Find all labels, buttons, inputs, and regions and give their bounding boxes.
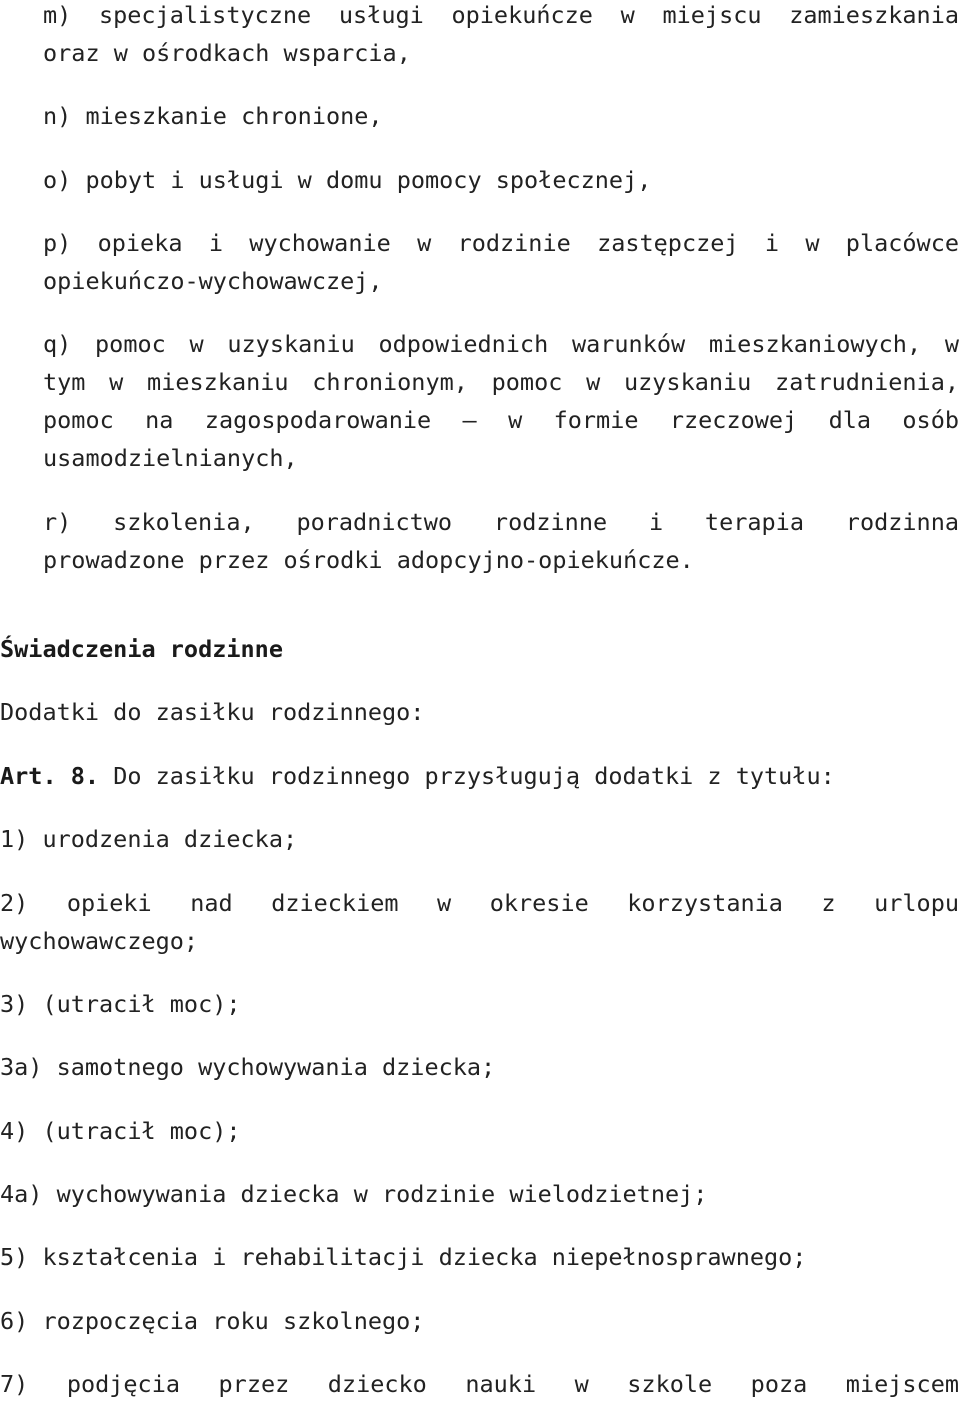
list-item-m-line-2: oraz w ośrodkach wsparcia, <box>43 39 411 67</box>
section-heading: Świadczenia rodzinne <box>0 635 283 663</box>
article-text: Do zasiłku rodzinnego przysługują dodatki z tytułu: <box>99 762 835 790</box>
section-subheading: Dodatki do zasiłku rodzinnego: <box>0 698 425 726</box>
list-item-3: 3) (utracił moc); <box>0 990 241 1018</box>
list-item-r-line-2: prowadzone przez ośrodki adopcyjno-opiekuńcze. <box>43 546 694 574</box>
list-item-q-line-1: q) pomoc w uzyskaniu odpowiednich warunków mieszkaniowych, w <box>43 330 959 358</box>
list-item-6: 6) rozpoczęcia roku szkolnego; <box>0 1307 425 1335</box>
list-item-o: o) pobyt i usługi w domu pomocy społecznej, <box>43 166 652 194</box>
article-8-intro <box>0 757 959 795</box>
list-item-n: n) mieszkanie chronione, <box>43 102 383 130</box>
list-item-2-line-2: wychowawczego; <box>0 927 199 955</box>
list-item-1: 1) urodzenia dziecka; <box>0 825 298 853</box>
list-item-3a: 3a) samotnego wychowywania dziecka; <box>0 1053 496 1081</box>
list-item-r-line-1: r) szkolenia, poradnictwo rodzinne i terapia rodzinna <box>43 508 959 536</box>
list-item-p-line-2: opiekuńczo-wychowawczej, <box>43 267 383 295</box>
list-item-q-line-3: pomoc na zagospodarowanie – w formie rzeczowej dla osób <box>43 406 959 434</box>
list-item-5: 5) kształcenia i rehabilitacji dziecka niepełnosprawnego; <box>0 1243 807 1271</box>
list-item-4a: 4a) wychowywania dziecka w rodzinie wielodzietnej; <box>0 1180 708 1208</box>
article-label: Art. 8. <box>0 762 100 790</box>
list-item-7-line-1: 7) podjęcia przez dziecko nauki w szkole poza miejscem <box>0 1370 959 1398</box>
list-item-4: 4) (utracił moc); <box>0 1117 241 1145</box>
list-item-q-line-2: tym w mieszkaniu chronionym, pomoc w uzyskaniu zatrudnienia, <box>43 368 959 396</box>
list-item-p-line-1: p) opieka i wychowanie w rodzinie zastępczej i w placówce <box>43 229 959 257</box>
list-item-2-line-1: 2) opieki nad dzieckiem w okresie korzystania z urlopu <box>0 889 959 917</box>
list-item-q-line-4: usamodzielnianych, <box>43 444 298 472</box>
list-item-m-line-1: m) specjalistyczne usługi opiekuńcze w miejscu zamieszkania <box>43 1 959 29</box>
